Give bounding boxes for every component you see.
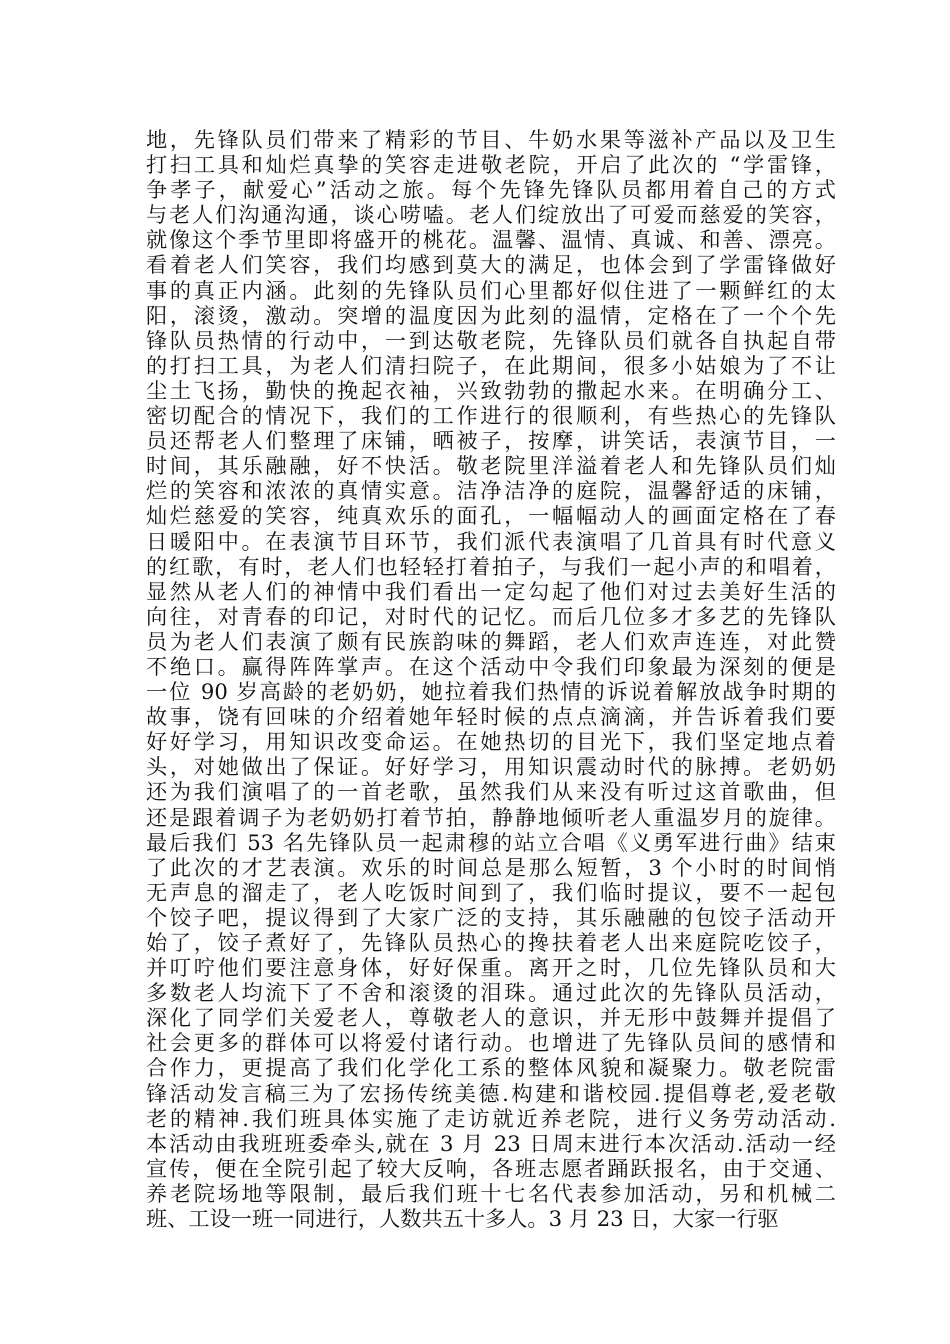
text-line: 烂的笑容和浓浓的真情实意。洁净洁净的庭院，温馨舒适的床铺，	[146, 478, 836, 504]
text-line: 事的真正内涵。此刻的先锋队员们心里都好似住进了一颗鲜红的太	[146, 277, 836, 303]
text-line: 日暖阳中。在表演节目环节，我们派代表演唱了几首具有时代意义	[146, 528, 836, 554]
text-line: 还是跟着调子为老奶奶打着节拍，静静地倾听老人重温岁月的旋律。	[146, 804, 836, 830]
text-line: 养老院场地等限制，最后我们班十七名代表参加活动，另和机械二	[146, 1180, 836, 1206]
text-line: 时间，其乐融融，好不快活。敬老院里洋溢着老人和先锋队员们灿	[146, 453, 836, 479]
text-line: 密切配合的情况下，我们的工作进行的很顺利，有些热心的先锋队	[146, 403, 836, 429]
text-line: 并叮咛他们要注意身体，好好保重。离开之时，几位先锋队员和大	[146, 955, 836, 981]
text-line: 地，先锋队员们带来了精彩的节目、牛奶水果等滋补产品以及卫生	[146, 127, 836, 152]
text-line: 与老人们沟通沟通，谈心唠嗑。老人们绽放出了可爱而慈爱的笑容，	[146, 202, 836, 228]
text-line: 看着老人们笑容，我们均感到莫大的满足，也体会到了学雷锋做好	[146, 252, 836, 278]
text-line: 员为老人们表演了颇有民族韵味的舞蹈，老人们欢声连连，对此赞	[146, 628, 836, 654]
body-text	[146, 127, 836, 1231]
text-line: 宣传，便在全院引起了较大反响，各班志愿者踊跃报名，由于交通、	[146, 1155, 836, 1181]
text-line: 打扫工具和灿烂真挚的笑容走进敬老院，开启了此次的 “学雷锋，	[146, 152, 836, 178]
text-line: 一位 90 岁高龄的老奶奶，她拉着我们热情的诉说着解放战争时期的	[146, 679, 836, 705]
text-line: 的红歌，有时，老人们也轻轻打着拍子，与我们一起小声的和唱着，	[146, 553, 836, 579]
text-line: 好好学习，用知识改变命运。在她热切的目光下，我们坚定地点着	[146, 729, 836, 755]
text-line: 争孝子，献爱心”活动之旅。每个先锋先锋队员都用着自己的方式	[146, 177, 836, 203]
text-line: 无声息的溜走了，老人吃饭时间到了，我们临时提议，要不一起包	[146, 879, 836, 905]
text-line: 灿烂慈爱的笑容，纯真欢乐的面孔，一幅幅动人的画面定格在了春	[146, 503, 836, 529]
text-line: 锋活动发言稿三为了宏扬传统美德.构建和谐校园.提倡尊老,爱老敬	[146, 1080, 836, 1106]
text-line: 个饺子吧，提议得到了大家广泛的支持，其乐融融的包饺子活动开	[146, 904, 836, 930]
text-line: 的打扫工具，为老人们清扫院子，在此期间，很多小姑娘为了不让	[146, 352, 836, 378]
text-line: 还为我们演唱了的一首老歌，虽然我们从来没有听过这首歌曲，但	[146, 779, 836, 805]
text-line: 深化了同学们关爱老人，尊敬老人的意识，并无形中鼓舞并提倡了	[146, 1005, 836, 1031]
text-line: 显然从老人们的神情中我们看出一定勾起了他们对过去美好生活的	[146, 578, 836, 604]
text-line: 员还帮老人们整理了床铺，晒被子，按摩，讲笑话，表演节目，一	[146, 428, 836, 454]
text-line: 班、工设一班一同进行，人数共五十多人。3 月 23 日，大家一行驱	[146, 1206, 779, 1232]
text-line: 老的精神.我们班具体实施了走访就近养老院，进行义务劳动活动.	[146, 1105, 836, 1131]
text-line: 不绝口。赢得阵阵掌声。在这个活动中令我们印象最为深刻的便是	[146, 653, 836, 679]
text-line: 尘土飞扬，勤快的挽起衣袖，兴致勃勃的撒起水来。在明确分工、	[146, 377, 836, 403]
text-line: 故事，饶有回味的介绍着她年轻时候的点点滴滴，并告诉着我们要	[146, 704, 836, 730]
text-line: 合作力，更提高了我们化学化工系的整体风貌和凝聚力。敬老院雷	[146, 1055, 836, 1081]
text-line: 始了，饺子煮好了，先锋队员热心的搀扶着老人出来庭院吃饺子，	[146, 930, 836, 955]
text-line: 锋队员热情的行动中，一到达敬老院，先锋队员们就各自执起自带	[146, 327, 836, 353]
text-line: 向往，对青春的印记，对时代的记忆。而后几位多才多艺的先锋队	[146, 603, 836, 629]
text-line: 了此次的才艺表演。欢乐的时间总是那么短暂，3 个小时的时间悄	[146, 854, 836, 880]
text-line: 社会更多的群体可以将爱付诸行动。也增进了先锋队员间的感情和	[146, 1030, 836, 1056]
text-line: 最后我们 53 名先锋队员一起肃穆的站立合唱《义勇军进行曲》结束	[146, 829, 836, 855]
text-line: 本活动由我班班委牵头,就在 3 月 23 日周末进行本次活动.活动一经	[146, 1130, 836, 1156]
text-line: 阳，滚烫，激动。突增的温度因为此刻的温情，定格在了一个个先	[146, 302, 836, 328]
text-line: 头，对她做出了保证。好好学习，用知识震动时代的脉搏。老奶奶	[146, 754, 836, 780]
text-line: 多数老人均流下了不舍和滚烫的泪珠。通过此次的先锋队员活动，	[146, 980, 836, 1006]
text-line: 就像这个季节里即将盛开的桃花。温馨、温情、真诚、和善、漂亮。	[146, 227, 836, 253]
